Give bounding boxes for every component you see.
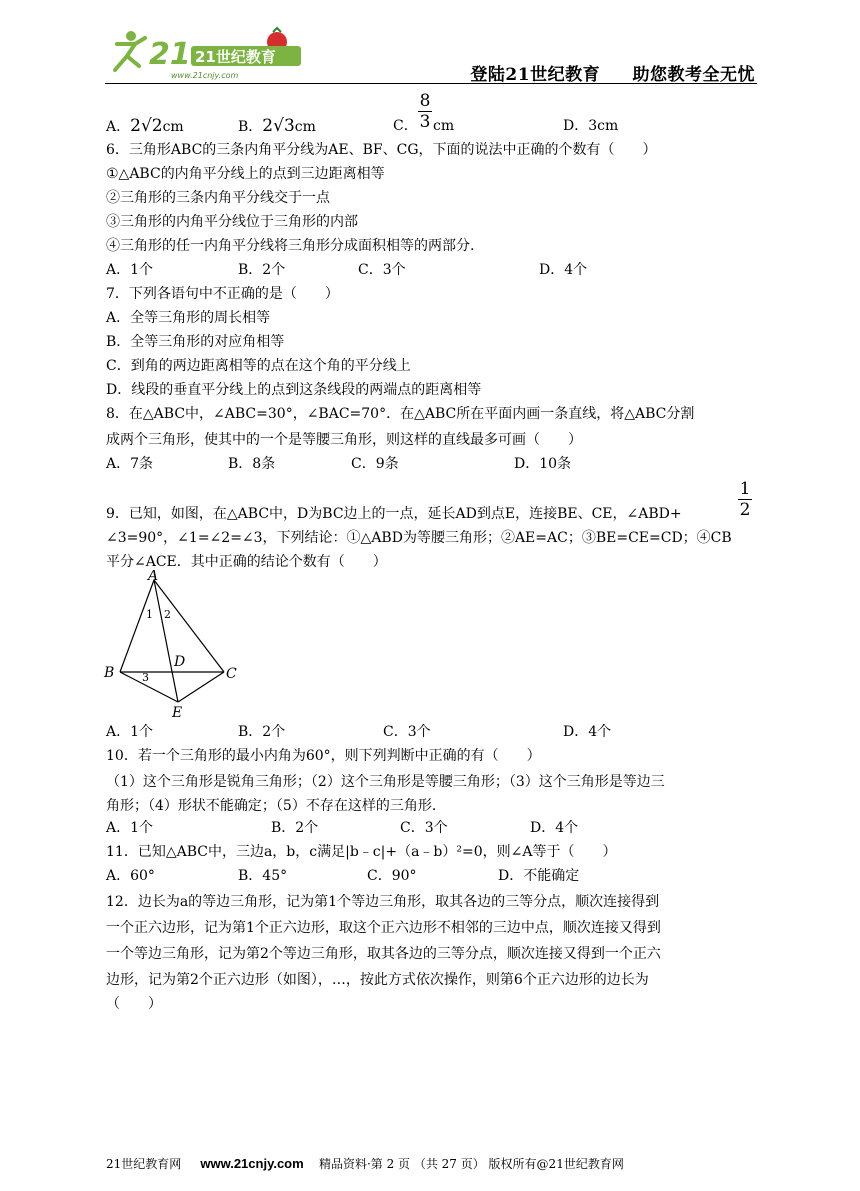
q8-stem-line-2: 成两个三角形，使其中的一个是等腰三角形，则这样的直线最多可画（ ）	[106, 432, 582, 448]
q6-option-b: B．2个	[238, 262, 286, 278]
q11-option-a: A．60°	[106, 868, 155, 884]
q9-option-d: D．4个	[563, 724, 612, 740]
page-header	[105, 22, 757, 84]
q5-option-a: A．2√2cm	[106, 116, 184, 136]
segment-ae	[154, 580, 178, 702]
segment-ab	[120, 580, 154, 672]
slogan-exam: 助您教考全无忧	[632, 65, 755, 85]
q7-stem: 7．下列各语句中不正确的是（ ）	[106, 286, 339, 302]
q5-option-c-unit: cm	[433, 118, 455, 134]
slogan-login: 登陆21世纪教育	[470, 65, 601, 85]
angle-label-1: 1	[146, 608, 153, 621]
q11-option-d: D．不能确定	[498, 868, 580, 884]
q5-option-b: B．2√3cm	[238, 116, 316, 136]
footer-page-info: 精品资料·第 2 页 （共 27 页） 版权所有@21世纪教育网	[318, 1157, 624, 1171]
q10-option-b: B．2个	[271, 820, 319, 836]
q6-statement-2: ②三角形的三条内角平分线交于一点	[106, 190, 330, 206]
q12-stem-line-3: 一个等边三角形，记为第2个等边三角形，取其各边的三等分点，顺次连接又得到一个正六	[106, 946, 661, 962]
q6-statement-3: ③三角形的内角平分线位于三角形的内部	[106, 214, 358, 230]
label-c: C	[226, 666, 237, 682]
q6-statement-1: ①△ABC的内角平分线上的点到三边距离相等	[106, 166, 385, 182]
q6-option-d: D．4个	[539, 262, 588, 278]
q8-option-d: D．10条	[514, 456, 572, 472]
q5-option-d: D．3cm	[563, 118, 619, 134]
page-footer	[106, 1155, 624, 1172]
q10-option-d: D．4个	[530, 820, 579, 836]
label-d: D	[174, 654, 186, 670]
svg-text:21世纪教育: 21世纪教育	[195, 48, 276, 66]
q10-statements-line-2: 角形；（4）形状不能确定；（5）不存在这样的三角形.	[106, 798, 437, 814]
q7-option-c: C．到角的两边距离相等的点在这个角的平分线上	[106, 358, 411, 374]
q8-stem-line-1: 8．在△ABC中，∠ABC=30°，∠BAC=70°．在△ABC所在平面内画一条直线，将△ABC分割	[106, 406, 695, 422]
q9-stem-line-3: 平分∠ACE．其中正确的结论个数有（ ）	[106, 554, 387, 570]
q11-option-b: B．45°	[238, 868, 288, 884]
label-b: B	[104, 665, 115, 681]
q12-stem-line-5: （ ）	[106, 996, 162, 1012]
q6-stem: 6．三角形ABC的三条内角平分线为AE、BF、CG，下面的说法中正确的个数有（ ）	[106, 142, 657, 158]
footer-url[interactable]: www.21cnjy.com	[200, 1156, 304, 1171]
q11-option-c: C．90°	[367, 868, 417, 884]
segment-be	[120, 672, 178, 702]
footer-site-name: 21世纪教育网	[106, 1157, 182, 1171]
q9-option-c: C．3个	[383, 724, 431, 740]
q9-fraction-half: 1 2	[739, 479, 751, 520]
q12-stem-line-1: 12．边长为a的等边三角形，记为第1个等边三角形，取其各边的三等分点，顺次连接得到	[106, 894, 660, 910]
q8-option-a: A．7条	[106, 456, 154, 472]
q9-stem-line-1: 9．已知，如图，在△ABC中，D为BC边上的一点，延长AD到点E，连接BE、CE，∠ABD+	[106, 506, 682, 522]
q11-stem: 11．已知△ABC中，三边a，b，c满足|b﹣c|+（a﹣b）²=0，则∠A等于（ ）	[106, 844, 617, 860]
q10-option-a: A．1个	[106, 820, 154, 836]
q9-stem-line-2: ∠3=90°，∠1=∠2=∠3，下列结论：①△ABD为等腰三角形；②AE=AC；③BE=CE=CD；④CB	[106, 530, 732, 546]
q8-option-b: B．8条	[228, 456, 276, 472]
q9-option-a: A．1个	[106, 724, 154, 740]
angle-label-3: 3	[142, 671, 149, 684]
header-divider	[105, 83, 757, 84]
q8-option-c: C．9条	[351, 456, 399, 472]
angle-label-2: 2	[164, 608, 171, 621]
q6-option-c: C．3个	[358, 262, 406, 278]
label-a: A	[148, 570, 159, 584]
q10-option-c: C．3个	[400, 820, 448, 836]
segment-ce	[178, 672, 224, 702]
q7-option-a: A．全等三角形的周长相等	[106, 310, 271, 326]
q5-option-c-fraction: 8 3	[419, 91, 431, 132]
q10-statements-line-1: （1）这个三角形是锐角三角形；（2）这个三角形是等腰三角形；（3）这个三角形是等边三	[106, 774, 665, 790]
svg-text:21: 21	[149, 37, 191, 72]
q9-triangle-figure	[100, 570, 240, 720]
q10-stem: 10．若一个三角形的最小内角为60°，则下列判断中正确的有（ ）	[106, 748, 541, 764]
q7-option-d: D．线段的垂直平分线上的点到这条线段的两端点的距离相等	[106, 382, 482, 398]
q6-statement-4: ④三角形的任一内角平分线将三角形分成面积相等的两部分.	[106, 238, 475, 254]
segment-ac	[154, 580, 224, 672]
q5-option-c: C．	[393, 118, 418, 134]
q12-stem-line-2: 一个正六边形，记为第1个正六边形，取这个正六边形不相邻的三边中点，顺次连接又得到	[106, 920, 661, 936]
site-logo	[105, 22, 305, 82]
q9-option-b: B．2个	[238, 724, 286, 740]
label-e: E	[172, 705, 183, 720]
q7-option-b: B．全等三角形的对应角相等	[106, 334, 285, 350]
q12-stem-line-4: 边形，记为第2个正六边形（如图），…，按此方式依次操作，则第6个正六边形的边长为	[106, 972, 649, 988]
q6-option-a: A．1个	[106, 262, 154, 278]
svg-text:www.21cnjy.com: www.21cnjy.com	[171, 71, 239, 80]
header-slogan	[444, 60, 755, 85]
